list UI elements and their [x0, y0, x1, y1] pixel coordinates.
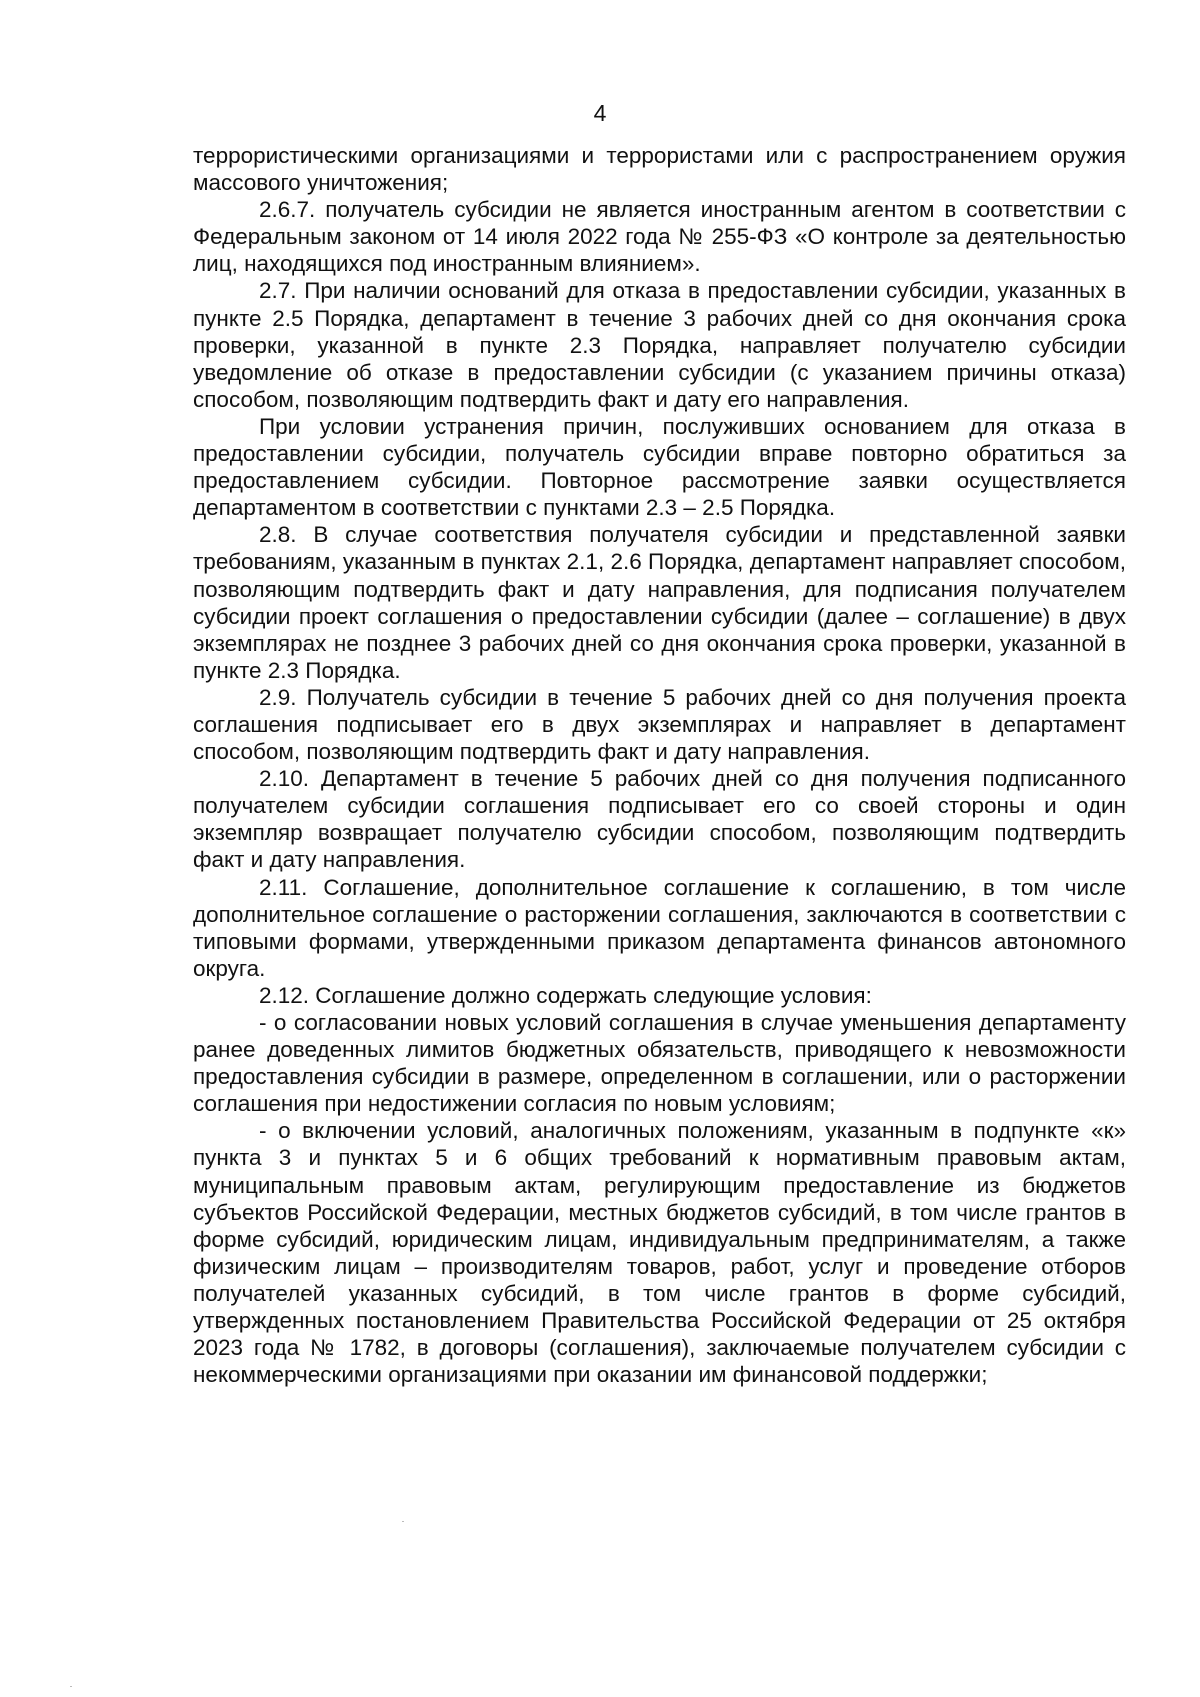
paragraph-2-10: 2.10. Департамент в течение 5 рабочих дней со дня получения подписанного получателем субсидии соглашения подписывает его со своей стороны и один экземпляр возвращает получателю субсидии способом, позволяющим подтвердить факт и дату направления.: [193, 766, 1126, 873]
list-item-new-conditions: - о согласовании новых условий соглашения в случае уменьшения департаменту ранее доведенных лимитов бюджетных обязательств, приводящего к невозможности предоставления субсидии в размере, определенном в соглашении, или о расторжении соглашения при недостижении согласия по новым условиям;: [193, 1010, 1126, 1117]
scan-speck: [70, 1686, 72, 1687]
paragraph-2-7-resubmission: При условии устранения причин, послуживших основанием для отказа в предоставлении субсидии, получатель субсидии вправе повторно обратиться за предоставлением субсидии. Повторное рассмотрение заявки осуществляется департаментом в соответствии с пунктами 2.3 – 2.5 Порядка.: [193, 413, 1126, 521]
document-body: [193, 142, 1126, 1388]
page-number: 4: [593, 100, 607, 126]
paragraph-2-7: 2.7. При наличии оснований для отказа в предоставлении субсидии, указанных в пункте 2.5 Порядка, департамент в течение 3 рабочих дней со дня окончания срока проверки, указанной в пункте 2.3 Порядка, направляет получателю субсидии уведомление об отказе в предоставлении субсидии (с указанием причины отказа) способом, позволяющим подтвердить факт и дату его направления.: [193, 278, 1126, 412]
paragraph-2-12: 2.12. Соглашение должно содержать следующие условия:: [259, 982, 872, 1008]
paragraph-2-6-7: 2.6.7. получатель субсидии не является иностранным агентом в соответствии с Федеральным законом от 14 июля 2022 года № 255-ФЗ «О контроле за деятельностью лиц, находящихся под иностранным влиянием».: [193, 197, 1126, 277]
paragraph-2-11: 2.11. Соглашение, дополнительное соглашение к соглашению, в том числе дополнительное соглашение о расторжении соглашения, заключаются в соответствии с типовыми формами, утвержденными приказом департамента финансов автономного округа.: [193, 874, 1126, 981]
scan-speck: [402, 1521, 404, 1522]
paragraph-2-8: 2.8. В случае соответствия получателя субсидии и представленной заявки требованиям, указанным в пунктах 2.1, 2.6 Порядка, департамент направляет способом, позволяющим подтвердить факт и дату направления, для подписания получателем субсидии проект соглашения о предоставлении субсидии (далее – соглашение) в двух экземплярах не позднее 3 рабочих дней со дня окончания срока проверки, указанной в пункте 2.3 Порядка.: [193, 522, 1126, 683]
paragraph-2-9: 2.9. Получатель субсидии в течение 5 рабочих дней со дня получения проекта соглашения подписывает его в двух экземплярах и направляет в департамент способом, позволяющим подтвердить факт и дату направления.: [193, 684, 1126, 765]
list-item-inclusion-conditions: - о включении условий, аналогичных положениям, указанным в подпункте «к» пункта 3 и пунктах 5 и 6 общих требований к нормативным правовым актам, муниципальным правовым актам, регулирующим предоставление из бюджетов субъектов Российской Федерации, местных бюджетов субсидий, в том числе грантов в форме субсидий, юридическим лицам, индивидуальным предпринимателям, а также физическим лицам – производителям товаров, работ, услуг и проведение отборов получателей указанных субсидий, в том числе грантов в форме субсидий, утвержденных постановлением Правительства Российской Федерации от 25 октября 2023 года № 1782, в договоры (соглашения), заключаемые получателем субсидии с некоммерческими организациями при оказании им финансовой поддержки;: [193, 1118, 1126, 1388]
paragraph-continuation: террористическими организациями и террористами или с распространением оружия массового уничтожения;: [193, 143, 1126, 196]
